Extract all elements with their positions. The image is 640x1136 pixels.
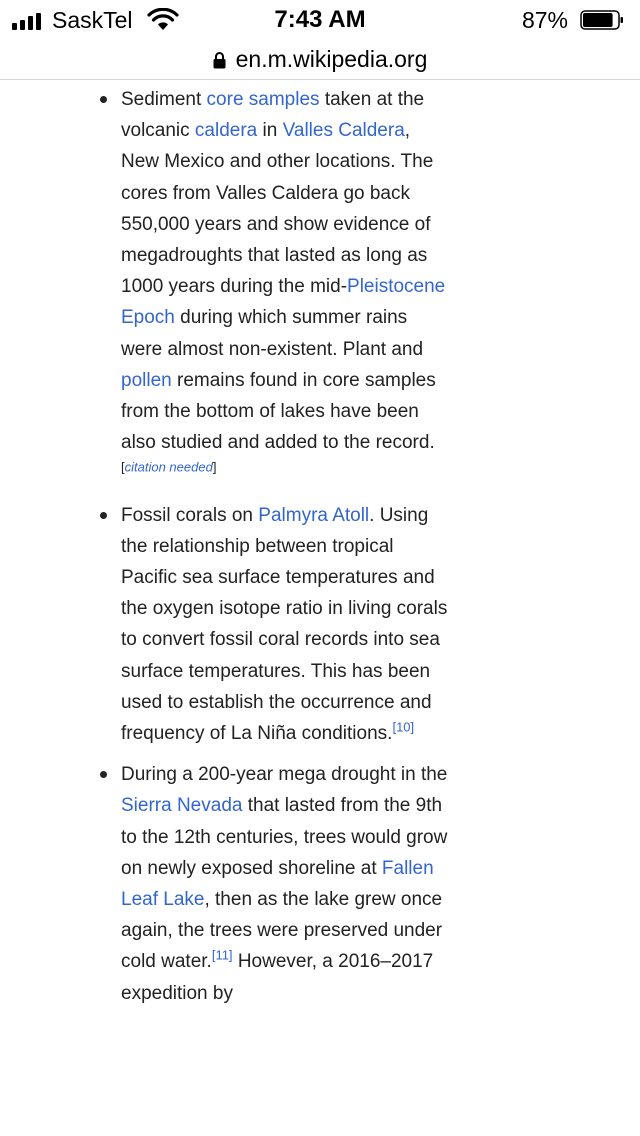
link-caldera[interactable]: caldera xyxy=(194,120,258,142)
list-item xyxy=(0,500,451,750)
link-pollen[interactable]: pollen xyxy=(121,369,172,391)
link-sierra-nevada[interactable]: Sierra Nevada xyxy=(121,795,243,817)
item-text: During a 200-year mega drought in the xyxy=(121,764,448,786)
item-text: , then as the lake grew once again, the trees were preserved under cold water. xyxy=(121,889,443,973)
url-domain: en.m.wikipedia.org xyxy=(235,45,428,72)
lock-icon xyxy=(213,51,226,69)
link-pleistocene-epoch[interactable]: Pleistocene Epoch xyxy=(121,276,446,329)
link-valles-caldera[interactable]: Valles Caldera xyxy=(282,120,405,142)
bullet-list xyxy=(0,84,640,1009)
item-text: in xyxy=(257,120,283,142)
battery-percent: 87% xyxy=(521,7,568,33)
link-palmyra-atoll[interactable]: Palmyra Atoll xyxy=(258,504,370,526)
item-text: Sediment xyxy=(121,89,207,110)
item-text: . Using the relationship between tropical Pacific sea surface temperatures and the oxygen isotope ratio in living corals to convert fossil coral records into sea surface temperatures. This has been used to establish the occurrence and frequency of La Niña conditions. xyxy=(121,504,448,745)
item-text: that lasted from the 9th to the 12th centuries, trees would grow on newly exposed shoreline at xyxy=(121,795,448,879)
item-text: Fossil corals on xyxy=(121,504,259,526)
link-fallen-leaf-lake[interactable]: Fallen Leaf Lake xyxy=(121,857,434,911)
item-text: taken at the volcanic xyxy=(121,89,425,142)
status-bar xyxy=(0,0,640,40)
url-bar[interactable] xyxy=(0,40,640,78)
citation-needed-link[interactable]: citation needed xyxy=(124,460,213,476)
item-text: during which summer rains were almost non-existent. Plant and xyxy=(121,307,424,360)
clock: 7:43 AM xyxy=(274,6,366,33)
list-item xyxy=(0,759,451,1009)
link-core-samples[interactable]: core samples xyxy=(206,89,320,110)
reference-11[interactable]: [11] xyxy=(211,948,233,964)
battery-icon xyxy=(580,10,624,30)
url-bar-divider xyxy=(0,79,640,80)
reference-10[interactable]: [10] xyxy=(392,719,415,735)
article-content xyxy=(0,84,640,1019)
item-text: However, a 2016–2017 expedition by xyxy=(121,951,434,1004)
item-text: , New Mexico and other locations. The cores from Valles Caldera go back 550,000 years and show evidence of megadroughts that lasted as long as 1000 years during the mid- xyxy=(121,120,434,298)
citation-needed: [citation needed] xyxy=(121,460,217,476)
list-item xyxy=(0,84,451,490)
item-text: remains found in core samples from the bottom of lakes have been also studied and added to the record. xyxy=(121,369,436,454)
carrier-name: SaskTel xyxy=(52,7,133,33)
